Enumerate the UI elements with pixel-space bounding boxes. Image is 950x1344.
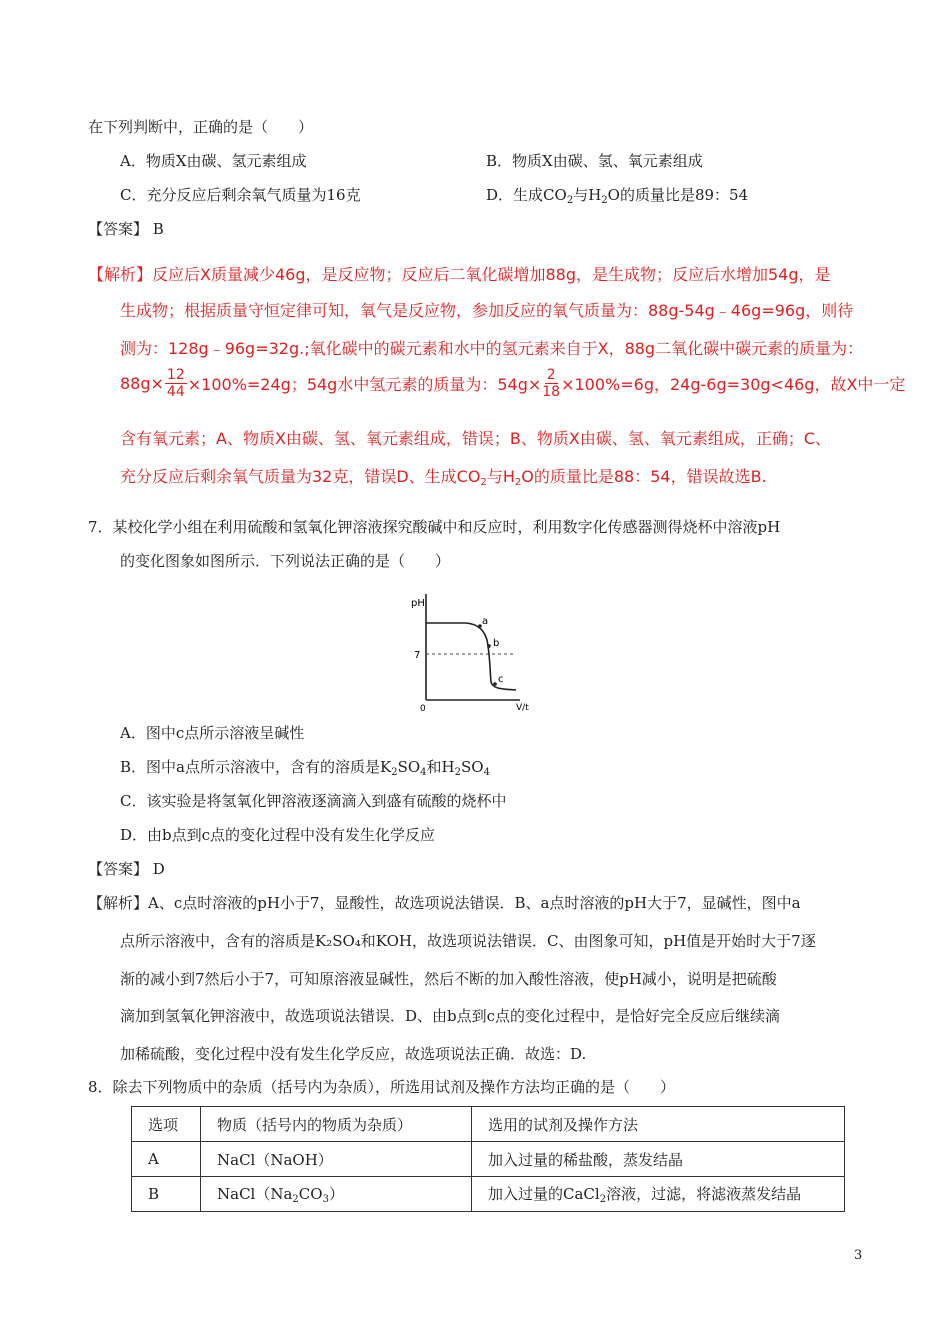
point-b-marker — [487, 644, 491, 648]
table-cell: $NaCl(Na_2CO_3)$ — [201, 1177, 472, 1212]
table-header-cell: 选项 — [132, 1107, 201, 1142]
table-header-cell: 选用的试剂及操作方法 — [472, 1107, 845, 1142]
q6-option-a: A．物质X由碳、氢元素组成 — [120, 152, 307, 170]
q7-answer: 【答案】 D — [88, 860, 165, 878]
q6-analysis-line5: 含有氧元素；A、物质X由碳、氢、氧元素组成，错误；B、物质X由碳、氢、氧元素组成，正确；C、 — [120, 429, 832, 448]
q6-answer: 【答案】 B — [88, 220, 164, 238]
q6-option-b: B．物质X由碳、氢、氧元素组成 — [486, 152, 703, 170]
table-cell: B — [132, 1177, 201, 1212]
point-c-marker — [493, 682, 497, 686]
point-c-label: c — [498, 674, 504, 685]
q7-stem-line1: 7．某校化学小组在利用硫酸和氢氧化钾溶液探究酸碱中和反应时，利用数字化传感器测得烧杯中溶液pH — [88, 518, 781, 536]
page-number: 3 — [854, 1248, 863, 1263]
q7-analysis-line2: 点所示溶液中，含有的溶质是K₂SO₄和KOH，故选项说法错误．C、由图象可知，pH值是开始时大于7逐 — [120, 932, 816, 950]
ph-curve-figure — [400, 580, 550, 712]
q7-analysis-line4: 滴加到氢氧化钾溶液中，故选项说法错误．D、由b点到c点的变化过程中，是恰好完全反应后继续滴 — [120, 1007, 781, 1025]
q6-option-c: C．充分反应后剩余氧气质量为16克 — [120, 186, 361, 204]
q8-options-table — [131, 1106, 845, 1212]
table-row — [132, 1177, 845, 1212]
q6-option-d: D．生成$CO_2$与$H_2O$的质量比是89：54 — [486, 186, 749, 206]
point-b-label: b — [493, 638, 500, 649]
point-a-label: a — [482, 616, 489, 627]
table-cell: 加入过量的稀盐酸，蒸发结晶 — [472, 1142, 845, 1177]
q7-option-d: D．由b点到c点的变化过程中没有发生化学反应 — [120, 826, 436, 844]
q7-option-a: A．图中c点所示溶液呈碱性 — [120, 724, 305, 742]
fraction-12-44: $\frac{12}{44}$ — [166, 367, 185, 400]
y-axis-label: pH — [411, 598, 425, 609]
q6-analysis-line6: 充分反应后剩余氧气质量为32克，错误D、生成$CO_2$与$H_2O$的质量比是88：54，错误故选B. — [120, 467, 767, 488]
q6-analysis-line1: 【解析】反应后X质量减少46g，是反应物；反应后二氧化碳增加88g，是生成物；反应后水增加54g，是 — [88, 265, 831, 284]
x-axis-label: V/t — [516, 703, 529, 712]
y-tick-7: 7 — [414, 650, 421, 661]
q7-analysis-line5: 加稀硫酸，变化过程中没有发生化学反应，故选项说法正确．故选：D. — [120, 1045, 587, 1063]
q6-analysis-line4: 88g× $\frac{12}{44}$ ×100%=24g；54g水中氢元素的质量为：54g× $\frac{2}{18}$ ×100%=6g，24g-6g=30g<46g，故X中一定 — [120, 367, 906, 400]
q7-stem-line2: 的变化图象如图所示．下列说法正确的是（ ） — [120, 552, 451, 570]
q6-analysis-line2: 生成物；根据质量守恒定律可知，氧气是反应物，参加反应的氧气质量为：88g-54g﹣46g=96g，则待 — [120, 301, 854, 320]
table-row — [132, 1142, 845, 1177]
table-cell: A — [132, 1142, 201, 1177]
table-header-cell: 物质（括号内的物质为杂质） — [201, 1107, 472, 1142]
table-header-row — [132, 1107, 845, 1142]
q8-stem: 8．除去下列物质中的杂质（括号内为杂质），所选用试剂及操作方法均正确的是（ ） — [88, 1078, 676, 1096]
table-cell: 加入过量的CaCl$_2$溶液，过滤，将滤液蒸发结晶 — [472, 1177, 845, 1212]
q6-analysis-line3: 测为：128g﹣96g=32g.;氧化碳中的碳元素和水中的氢元素来自于X，88g二氧化碳中碳元素的质量为： — [120, 339, 864, 358]
q7-option-b: B．图中a点所示溶液中，含有的溶质是$K_2SO_4$和$H_2SO_4$ — [120, 758, 490, 778]
table-cell: NaCl（NaOH） — [201, 1142, 472, 1177]
q7-analysis-line3: 渐的减小到7然后小于7，可知原溶液显碱性，然后不断的加入酸性溶液，使pH减小，说明是把硫酸 — [120, 970, 777, 988]
q7-analysis-line1: 【解析】A、c点时溶液的pH小于7，显酸性，故选项说法错误．B、a点时溶液的pH大于7，显碱性，图中a — [88, 894, 801, 912]
origin-label: 0 — [420, 704, 426, 712]
fraction-2-18: $\frac{2}{18}$ — [542, 367, 561, 400]
q6-stem: 在下列判断中，正确的是（ ） — [88, 118, 314, 136]
q7-option-c: C．该实验是将氢氧化钾溶液逐滴滴入到盛有硫酸的烧杯中 — [120, 792, 507, 810]
